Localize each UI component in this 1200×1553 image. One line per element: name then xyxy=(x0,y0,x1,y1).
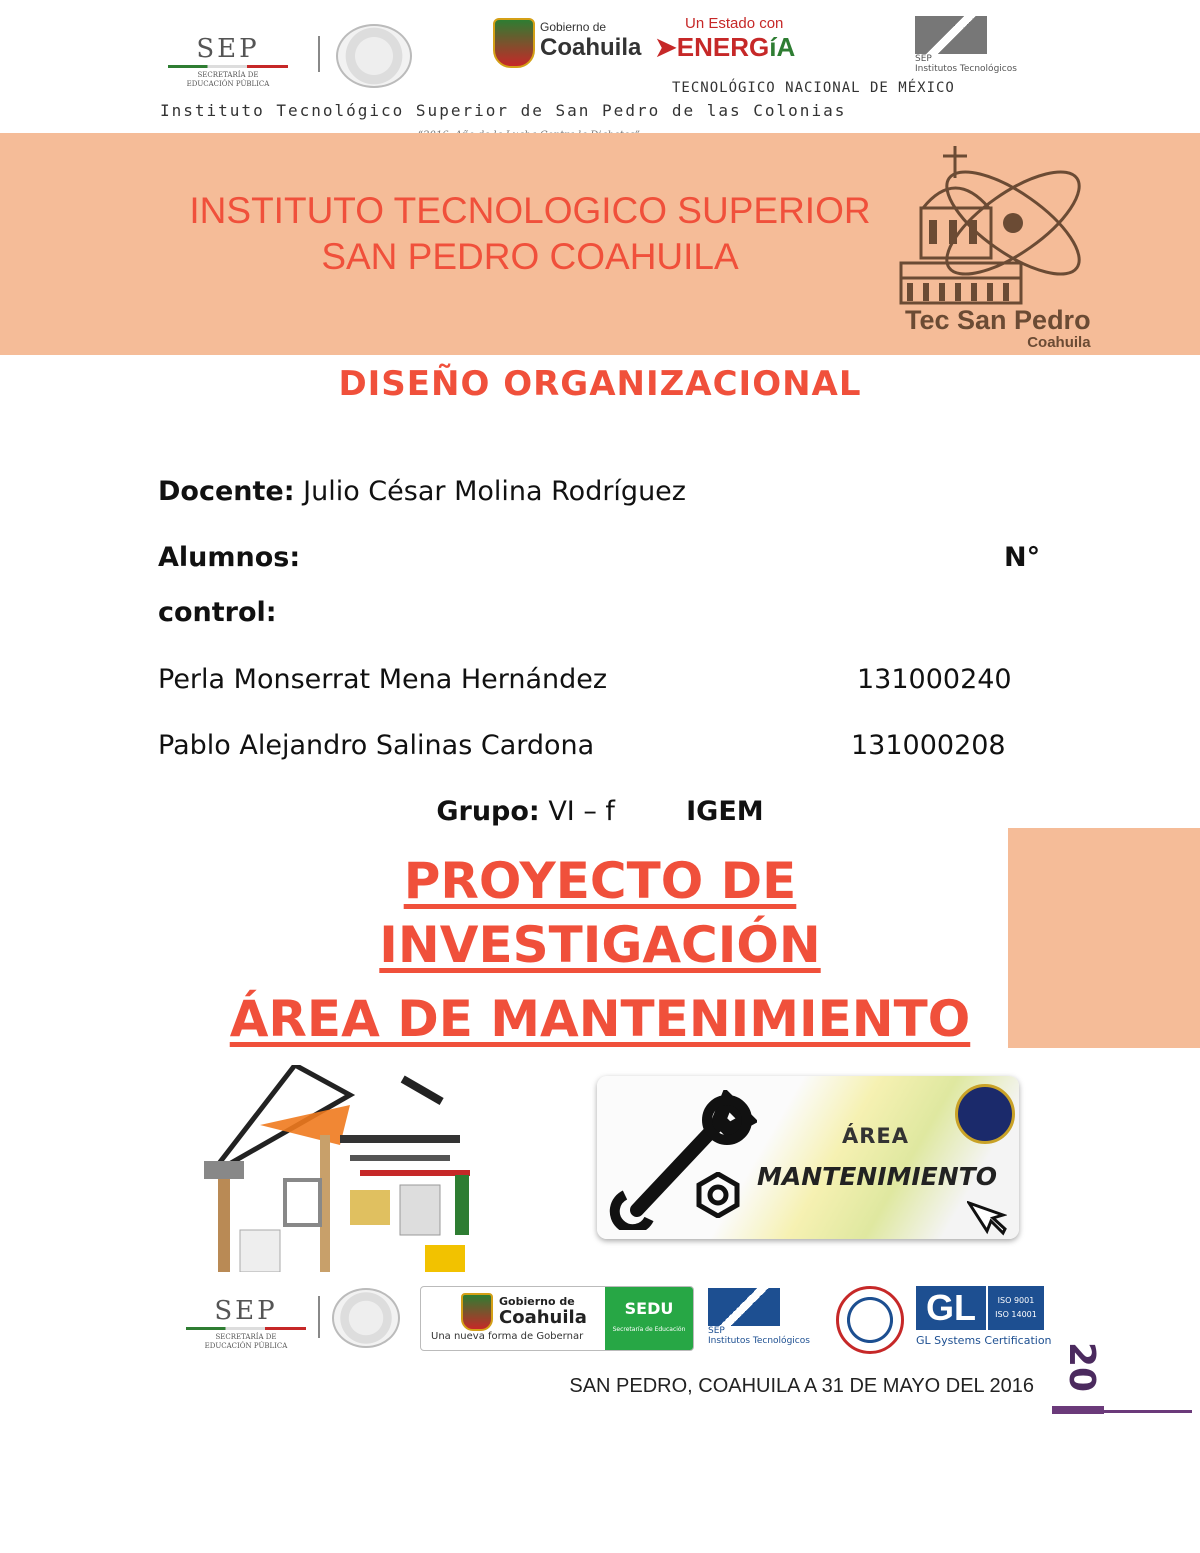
cursor-icon xyxy=(967,1201,1007,1237)
sep-logo-rule xyxy=(168,65,288,68)
tec-logo-text xyxy=(905,305,1091,351)
national-seal-icon xyxy=(336,24,412,88)
teacher-name: Julio César Molina Rodríguez xyxy=(303,476,686,507)
student-name: Perla Monserrat Mena Hernández xyxy=(158,664,608,695)
control-label-2-text: control: xyxy=(158,597,277,628)
year-fragment: 20 xyxy=(1061,1342,1102,1393)
coahuila-banner-tagline: Una nueva forma de Gobernar xyxy=(431,1331,584,1342)
gl-iso2: ISO 14001 xyxy=(995,1310,1037,1319)
footer-tecnm-logo xyxy=(708,1288,823,1346)
gl-logo xyxy=(916,1286,1052,1348)
student-control: 131000208 xyxy=(851,730,1006,761)
control-label-2 xyxy=(158,597,277,628)
footer-sep-logo-name: SEP xyxy=(214,1296,278,1326)
banner-title-line2: SAN PEDRO COAHUILA xyxy=(321,236,739,277)
tec-logo-line2: Coahuila xyxy=(1027,334,1091,351)
maintenance-area-image xyxy=(597,1076,1019,1239)
coahuila-logo-small: Gobierno de xyxy=(540,20,607,34)
footer-sep-logo-subtitle-1: SECRETARÍA DE xyxy=(215,1333,277,1341)
career: IGEM xyxy=(686,796,764,827)
control-label-1 xyxy=(1004,542,1040,573)
students-label xyxy=(158,542,300,573)
footer-tecnm-sub1: SEP xyxy=(708,1326,725,1336)
tecnm-title: TECNOLÓGICO NACIONAL DE MÉXICO xyxy=(672,80,955,96)
group-value: VI – f xyxy=(548,796,615,827)
energia-logo-accent: íA xyxy=(769,32,796,62)
coahuila-sedu-banner xyxy=(420,1286,694,1351)
project-title-line3: ÁREA DE MANTENIMIENTO xyxy=(229,990,971,1048)
sep-logo-subtitle-1: SECRETARÍA DE xyxy=(197,71,259,79)
coahuila-shield-icon xyxy=(493,18,535,68)
energia-logo-small: Un Estado con xyxy=(685,15,784,32)
footer-sep-logo xyxy=(176,1296,316,1350)
tecnm-logo xyxy=(915,16,1030,74)
footer-logo-divider xyxy=(318,1296,320,1338)
coahuila-banner-shield-icon xyxy=(461,1293,493,1331)
maintenance-image-area: ÁREA xyxy=(842,1124,910,1148)
sedu-sub: Secretaría de Educación xyxy=(612,1326,686,1333)
banner-title-line1: INSTITUTO TECNOLOGICO SUPERIOR xyxy=(189,190,871,231)
gl-mark: GL xyxy=(916,1286,986,1330)
document-date: SAN PEDRO, COAHUILA A 31 DE MAYO DEL 2016 xyxy=(569,1375,1034,1397)
energia-logo-main: ENERG xyxy=(676,32,770,62)
year-tick xyxy=(1052,1406,1104,1414)
tec-logo-line1: Tec San Pedro xyxy=(905,305,1091,335)
gl-sub: GL Systems Certification xyxy=(916,1334,1052,1347)
certification-emblem-icon xyxy=(836,1286,904,1354)
tecnm-mark-icon xyxy=(915,16,987,54)
group-line xyxy=(0,796,1200,827)
control-label-1-text: N° xyxy=(1004,542,1041,573)
coahuila-banner-big: Coahuila xyxy=(499,1307,587,1328)
nut-icon xyxy=(695,1172,741,1218)
students-label-text: Alumnos: xyxy=(158,542,301,573)
footer-tecnm-mark-icon xyxy=(708,1288,780,1326)
coahuila-logo xyxy=(540,20,641,62)
tecnm-logo-sub1: SEP xyxy=(915,54,932,64)
tools-house-image xyxy=(200,1065,500,1272)
sedu-block xyxy=(605,1287,693,1350)
group-label: Grupo: xyxy=(436,796,540,827)
sedu-label: SEDU xyxy=(624,1299,674,1318)
teacher-line xyxy=(158,476,686,507)
footer-sep-logo-subtitle-2: EDUCACIÓN PÚBLICA xyxy=(204,1342,288,1350)
emblem-icon xyxy=(955,1084,1015,1144)
banner-title xyxy=(160,188,900,280)
maintenance-image-word: MANTENIMIENTO xyxy=(757,1162,997,1191)
sep-logo-name: SEP xyxy=(196,34,260,64)
coahuila-banner-small: Gobierno de xyxy=(499,1295,575,1308)
footer-tecnm-sub2: Institutos Tecnológicos xyxy=(708,1336,810,1346)
coahuila-banner-left xyxy=(421,1287,603,1350)
tecnm-logo-sub2: Institutos Tecnológicos xyxy=(915,64,1017,74)
energia-logo xyxy=(655,16,795,62)
sep-logo-subtitle-2: EDUCACIÓN PÚBLICA xyxy=(186,80,270,88)
energia-logo-big xyxy=(655,32,795,62)
gl-iso1: ISO 9001 xyxy=(997,1296,1035,1305)
project-title-line2: INVESTIGACIÓN xyxy=(379,916,821,974)
footer-national-seal-icon xyxy=(332,1288,400,1348)
gl-iso-box xyxy=(988,1286,1044,1330)
coahuila-logo-big: Coahuila xyxy=(540,34,642,61)
student-control: 131000240 xyxy=(857,664,1012,695)
energia-arrow-icon: ➤ xyxy=(655,32,677,62)
logo-divider xyxy=(318,36,320,72)
teacher-label: Docente: xyxy=(158,476,295,507)
project-title-line1: PROYECTO DE xyxy=(403,852,797,910)
subject-title: DISEÑO ORGANIZACIONAL xyxy=(338,364,862,404)
sep-logo xyxy=(158,34,298,88)
student-name: Pablo Alejandro Salinas Cardona xyxy=(158,730,595,761)
footer-sep-logo-rule xyxy=(186,1327,306,1330)
institute-line: Instituto Tecnológico Superior de San Pedro de las Colonias xyxy=(160,101,847,120)
